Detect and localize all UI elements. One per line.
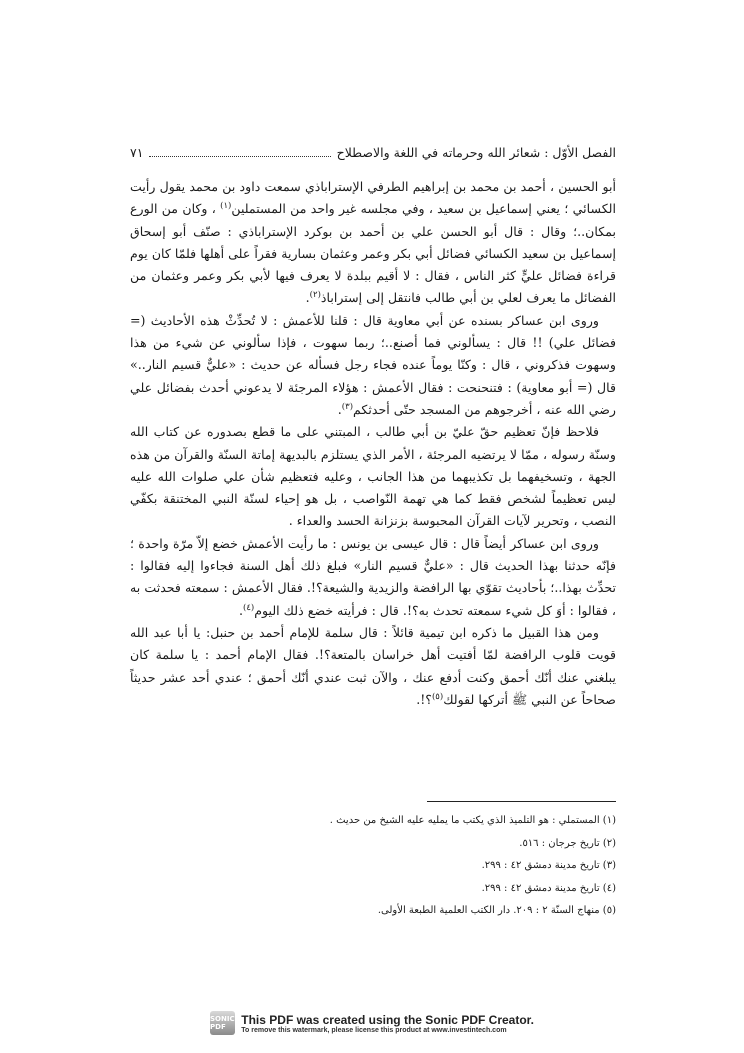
paragraph-text: .: [238, 602, 243, 618]
paragraph-text: .: [305, 290, 310, 306]
paragraph-4: [130, 533, 616, 622]
footnote-separator: [427, 801, 616, 802]
footnote-ref: (٤): [243, 602, 255, 613]
footnote-ref: (٢): [309, 290, 321, 301]
footnote-1: (١) المستملي : هو التلميذ الذي يكتب ما يمليه عليه الشيخ من حديث .: [329, 815, 616, 826]
dotted-leader: [149, 147, 330, 157]
paragraph-2: [130, 310, 616, 421]
footnote-3: (٣) تاريخ مدينة دمشق ٤٢ : ٢٩٩.: [481, 860, 616, 872]
paragraph-text: وروى ابن عساكر بسنده عن أبي معاوية قال : قلنا للأعمش : لا تُحدِّثْ هذه الأحاديث (= فضائل علي) !! قال : يسألوني فما أصنع..؛ ربما سهوت ، فإذا سألوني عن شيء من هذا وسهوت فذكروني ، قال : وكنّا يوماً عنده فجاء رجل فسأله عن حديث : «عليٌّ قسيم النار..» قال (= أبو معاوية) : فتنحنحت : فقال الأعمش : هؤلاء المرجئة لا يدعوني أحدث بفضائل علي رضي الله عنه ، أخرجوهم من المسجد حتّى أحدثكم: [130, 312, 616, 417]
paragraph-3: [130, 421, 616, 532]
paragraph-text: ، وكان من الورع بمكان..؛ وقال : قال أبو الحسن علي بن أحمد بن بوكرد الإستراباذي : صنّف أبو إسحاق إسماعيل بن سعيد الكسائي فضائل أبي بكر وعمر وعثمان بسارية فقراً على أهلها فلمّا كان يوم قراءة فضائل عليٍّ كثر الناس ، فقال : لا أقيم ببلدة لا يعرف فيها لأبي بكر وعمر وعثمان من الفضائل ما يعرف لعلي بن أبي طالب فانتقل إلى إستراباذ: [130, 201, 616, 306]
paragraph-text: أبو الحسين ، أحمد بن محمد بن إبراهيم الطرفي الإستراباذي سمعت داود بن محمد يقول رأيت الكسائي ؛ يعني إسماعيل بن سعيد ، وفي مجلسه غير واحد من المستملين: [130, 179, 617, 217]
paragraph-text: فلاحظ فإنّ تعظيم حقّ عليّ بن أبي طالب ، المبتني على ما قطع بصدوره عن كتاب الله وسنّة رسوله ، ممّا لا يرتضيه المرجئة ، الأمر الذي يستلزم بالبديهة إماتة السنّة والقرآن من هذه الجهة ، وتسخيفهما بل تكذيبهما من هذا الجانب ، وعليه فتعظيم شأن علي صلوات الله عليه ليس تعظيماً لشخص فقط كما هي تهمة النّواصب ، بل هو إحياء لسنّة النبي المختنقة بكفّي النصب ، وتحرير لآيات القرآن المحبوسة بزنزانة الحسد والعداء .: [130, 424, 616, 529]
sonic-pdf-logo-icon: SONIC PDF: [210, 1011, 235, 1035]
paragraph-text: .: [337, 401, 342, 417]
watermark-line-2: To remove this watermark, please license this product at www.investintech.com: [241, 1026, 507, 1034]
footnote-ref: (٣): [341, 401, 354, 412]
footnote-ref: (١): [220, 201, 232, 212]
paragraph-1: [130, 176, 616, 310]
footnotes: [130, 810, 616, 923]
footnote-ref: (٥): [431, 691, 444, 702]
running-header: [130, 143, 616, 161]
sonic-pdf-watermark: [210, 1010, 534, 1036]
paragraph-text: ومن هذا القبيل ما ذكره ابن تيمية قائلاً : قال سلمة للإمام أحمد بن حنبل: يا أبا عبد الله قويت قلوب الرافضة لمّا أفتيت أهل خراسان بالمتعة؟!. فقال الإمام أحمد : يا سلمة كان يبلغني عنك أنّك أحمق وكنت أدفع عنك ، والآن ثبت عندي أنّك أحمق ؛ عندي أحد عشر حديثاً صحاحاً عن النبي ﷺ أتركها لقولك: [130, 624, 616, 707]
chapter-title: الفصل الأوّل : شعائر الله وحرماته في اللغة والاصطلاح: [336, 144, 616, 160]
watermark-text: [241, 1013, 534, 1034]
footnote-4: (٤) تاريخ مدينة دمشق ٤٢ : ٢٩٩.: [481, 882, 616, 894]
footnote-5: (٥) منهاج السنّة ٢ : ٢٠٩. دار الكتب العلمية الطبعة الأولى.: [377, 905, 616, 917]
main-text: [130, 176, 616, 711]
watermark-line-1: This PDF was created using the Sonic PDF Creator.: [241, 1012, 534, 1027]
paragraph-5: [130, 622, 616, 711]
footnote-2: (٢) تاريخ جرجان : ٥١٦.: [519, 837, 616, 849]
paragraph-text: وروى ابن عساكر أيضاً قال : قال عيسى بن يونس : ما رأيت الأعمش خضع إلاّ مرّة واحدة ؛ فإنّه حدثنا بهذا الحديث قال : «عليٌّ قسيم النار» فبلغ ذلك أهل السنة فجاءوا إليه فقالوا : تحدِّث بهذا..؛ بأحاديث تقوّي بها الرافضة والزيدية والشيعة؟!. فقال الأعمش : سمعته فحدثت به ، فقالوا : أوَ كل شيء سمعته تحدث به؟!. قال : فرأيته خضع ذلك اليوم: [130, 535, 616, 618]
paragraph-text: ؟!.: [416, 691, 432, 707]
page-number: ٧١: [130, 144, 144, 160]
